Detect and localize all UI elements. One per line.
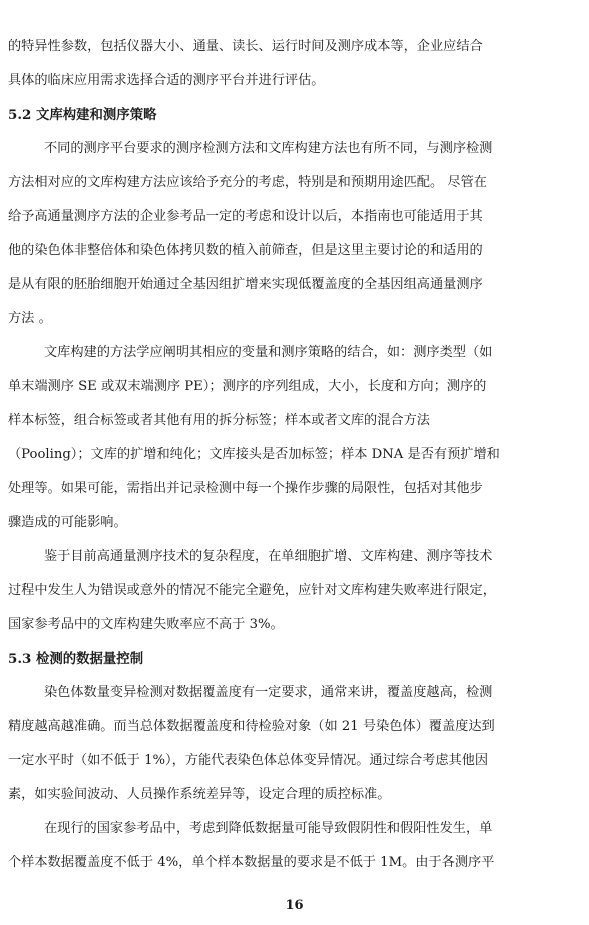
body-line: 过程中发生人为错误或意外的情况不能完全避免，应针对文库构建失败率进行限定， xyxy=(8,583,496,598)
body-line: 一定水平时（如不低于 1%），方能代表染色体总体变异情况。通过综合考虑其他因 xyxy=(8,753,489,768)
body-line: 素，如实验间波动、人员操作系统差异等，设定合理的质控标准。 xyxy=(8,787,391,802)
body-line: 给予高通量测序方法的企业参考品一定的考虑和设计以后，本指南也可能适用于其 xyxy=(8,209,483,224)
body-line: 处理等。如果可能，需指出并记录检测中每一个操作步骤的局限性，包括对其他步 xyxy=(8,481,483,496)
section-heading-5-3: 5.3 检测的数据量控制 xyxy=(8,651,144,667)
body-line: 他的染色体非整倍体和染色体拷贝数的植入前筛查，但是这里主要讨论的和适用的 xyxy=(8,243,483,258)
body-line: 染色体数量变异检测对数据覆盖度有一定要求，通常来讲，覆盖度越高，检测 xyxy=(44,685,493,700)
body-line: 具体的临床应用需求选择合适的测序平台并进行评估。 xyxy=(8,73,325,88)
body-line: 鉴于目前高通量测序技术的复杂程度，在单细胞扩增、文库构建、测序等技术 xyxy=(44,549,493,564)
body-line: （Pooling）；文库的扩增和纯化；文库接头是否加标签；样本 DNA 是否有预扩增和 xyxy=(8,447,500,462)
body-line: 方法 。 xyxy=(8,311,52,326)
body-line: 骤造成的可能影响。 xyxy=(8,515,127,530)
body-line: 精度越高越准确。而当总体数据覆盖度和待检验对象（如 21 号染色体）覆盖度达到 xyxy=(8,719,495,734)
section-heading-5-2: 5.2 文库构建和测序策略 xyxy=(8,107,157,123)
body-line: 不同的测序平台要求的测序检测方法和文库构建方法也有所不同，与测序检测 xyxy=(44,141,493,156)
body-line: 个样本数据覆盖度不低于 4%，单个样本数据量的要求是不低于 1M。由于各测序平 xyxy=(8,855,495,870)
body-line: 是从有限的胚胎细胞开始通过全基因组扩增来实现低覆盖度的全基因组高通量测序 xyxy=(8,277,483,292)
body-line: 样本标签，组合标签或者其他有用的拆分标签；样本或者文库的混合方法 xyxy=(8,413,430,428)
page-number: 16 xyxy=(285,898,304,913)
body-line: 的特异性参数，包括仪器大小、通量、读长、运行时间及测序成本等，企业应结合 xyxy=(8,39,483,54)
body-line: 方法相对应的文库构建方法应该给予充分的考虑，特别是和预期用途匹配。 尽管在 xyxy=(8,175,487,190)
body-line: 国家参考品中的文库构建失败率应不高于 3%。 xyxy=(8,617,284,632)
body-line: 在现行的国家参考品中，考虑到降低数据量可能导致假阴性和假阳性发生，单 xyxy=(44,821,493,836)
body-line: 文库构建的方法学应阐明其相应的变量和测序策略的结合，如：测序类型（如 xyxy=(44,345,493,360)
body-line: 单末端测序 SE 或双末端测序 PE）；测序的序列组成，大小，长度和方向；测序的 xyxy=(8,379,487,394)
